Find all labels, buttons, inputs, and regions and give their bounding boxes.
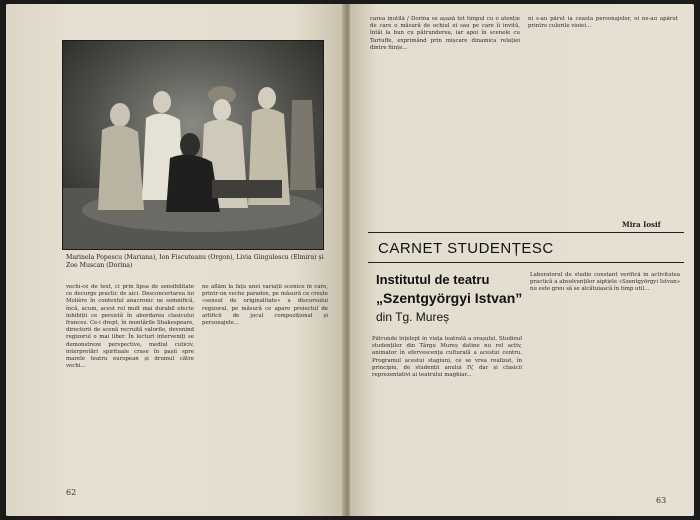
stage-photo [62,40,324,250]
article-title-line-1: Institutul de teatru [376,272,490,287]
section-header: CARNET STUDENȚESC [378,240,554,257]
section-rule-bottom [368,262,684,263]
photo-caption: Marinela Popescu (Mariana), Ion Fiscuteanu (Orgon), Livia Gingulescu (Elmira) și Zoe Muscan (Dorina) [66,254,324,269]
right-bottom-column-1: Pătrunde înțelept în viața teatrală a orașului, Studioul studenților din Târgu Mureș datine nu rol activ, animator în efervescența culturală a acestui centru. Programul acestui stagiuni, ce se vrea realizat, în principiu, de studenții anului IV, dar și clasicii reprezentativi ai teatrului maghiar... [372,336,522,379]
page-number-right: 63 [656,496,667,505]
section-rule-top [368,232,684,233]
author-signature: Mira Iosif [622,220,661,229]
article-title-line-3: din Tg. Mureș [376,310,450,324]
right-bottom-column-2: Laboratorul de studio constant verifică în activitatea practică a absolvenților aiptiele «Szentgyörgyi Istvan» nu este greu să se alcătuiască în timp util... [530,272,680,293]
page-number-left: 62 [66,488,77,497]
left-column-1: vechi-ce de text, ci prin lipsa de sensibilitate ce decurge practic de aici. Desconcertarea lui Molière în contextul anacronic ne semnifică, încă, acum, acest rol mult mai durabil efecte inhibiții ce persistă în abordarea clasicului francez. Ce-i drept, în montările Shakespeare, directorii de scenă recruită valorile, devenind regizorul o mai liber. În lecturi interveniți se demonstreze perspective, mediul cuticiv, interpretări spirituale crase în pașii spre marele teatru european și drumul către vechi... [66,284,194,370]
article-title-line-2: „Szentgyörgyi Istvan” [376,290,523,306]
right-top-column-1: carea inutilă / Dorina se așază tot timpul cu o atenție de care o măsură de ochiul ei sau pe care îi invită, întâi la bun cu pătrunderea, iar apoi în scenele cu Tartuffe, exprimând prin mișcare dinamica relației dintre ființe... [370,16,520,51]
left-page [6,4,344,516]
stage-photo-illustration [62,40,324,250]
right-top-column-2: ni s-au părut ia ceasta personajelor, ei ne-au apărut printre culorile vioiei... [528,16,678,30]
book-spread [6,4,694,516]
left-column-2: ne aflăm la fața unei variații scenice în care, printr-un veche paradox, pe măsură ce crește «sensul de originalitate» a discursului regizoral, pe măsură ce apare proiectul de artificii de jocul compozițional și personajele... [202,284,328,327]
